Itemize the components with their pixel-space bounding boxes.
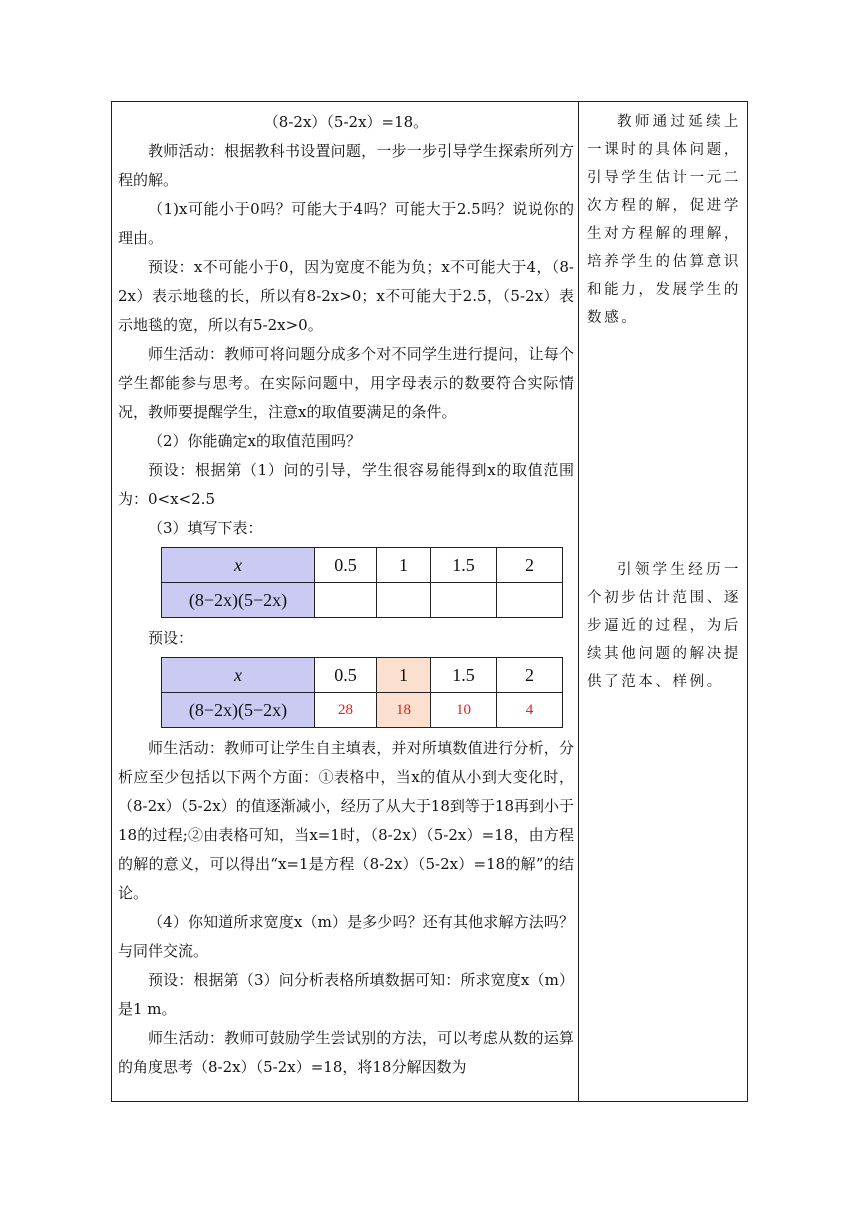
- activity-3: 师生活动：教师可鼓励学生尝试别的方法，可以考虑从数的运算的角度思考（8-2x）（5-2x）=18，将18分解因数为: [118, 1029, 574, 1076]
- table-cell-value-highlighted: 18: [377, 693, 431, 728]
- activity-1: 师生活动：教师可将问题分成多个对不同学生进行提问，让每个学生都能参与思考。在实际问题中，用字母表示的数要符合实际情况，教师要提醒学生，注意x的取值要满足的条件。: [118, 345, 574, 421]
- table-row: [162, 693, 563, 728]
- side-note-1: 教师通过延续上一课时的具体问题，引导学生估计一元二次方程的解，促进学生对方程解的理解，培养学生的估算意识和能力，发展学生的数感。: [587, 114, 741, 326]
- equation-line: （8-2x）（5-2x）=18。: [263, 113, 429, 131]
- table-cell-value: 4: [497, 693, 563, 728]
- table-cell-value: 28: [315, 693, 377, 728]
- table-head-expression: (8−2x)(5−2x): [162, 693, 315, 728]
- table-cell-x: 1.5: [431, 658, 497, 693]
- table-row: [162, 658, 563, 693]
- table-cell-x: 0.5: [315, 658, 377, 693]
- table-row: [162, 548, 563, 583]
- blank-value-table: [161, 547, 563, 618]
- teacher-activity-paragraph: 教师活动：根据教科书设置问题，一步一步引导学生探索所列方程的解。: [118, 142, 574, 189]
- table-row: [162, 583, 563, 618]
- side-column: [587, 108, 741, 696]
- table-cell-x: 1: [377, 548, 431, 583]
- table-cell-x: 1.5: [431, 548, 497, 583]
- question-4: （4）你知道所求宽度x（m）是多少吗？还有其他求解方法吗？与同伴交流。: [118, 913, 574, 960]
- question-2: （2）你能确定x的取值范围吗？: [148, 432, 362, 450]
- table-cell-x: 0.5: [315, 548, 377, 583]
- preset-4: 预设：根据第（3）问分析表格所填数据可知：所求宽度x（m）是1 m。: [118, 971, 574, 1018]
- table-cell-empty: [431, 583, 497, 618]
- column-divider: [578, 101, 579, 1102]
- activity-2: 师生活动：教师可让学生自主填表，并对所填数值进行分析，分析应至少包括以下两个方面：①表格中，当x的值从小到大变化时，（8-2x）（5-2x）的值逐渐减小，经历了从大于18到等于18再到小于18的过程;②由表格可知，当x=1时，（8-2x）（5-2x）=18，由方程的解的意义，可以得出“x=1是方程（8-2x）（5-2x）=18的解”的结论。: [118, 739, 574, 902]
- question-3: （3）填写下表：: [148, 519, 263, 537]
- side-note-2: 引领学生经历一个初步估计范围、逐步逼近的过程，为后续其他问题的解决提供了范本、样例。: [587, 562, 741, 690]
- question-1: （1)x可能小于0吗？可能大于4吗？可能大于2.5吗？说说你的理由。: [118, 200, 574, 247]
- table-cell-empty: [497, 583, 563, 618]
- table-cell-x: 2: [497, 548, 563, 583]
- preset-1: 预设：x不可能小于0，因为宽度不能为负；x不可能大于4，（8-2x）表示地毯的长，所以有8-2x>0；x不可能大于2.5，（5-2x）表示地毯的宽，所以有5-2x>0。: [118, 258, 574, 334]
- preset-label: 预设：: [148, 629, 194, 647]
- table-head-expression: (8−2x)(5−2x): [162, 583, 315, 618]
- table-cell-value: 10: [431, 693, 497, 728]
- table-cell-empty: [315, 583, 377, 618]
- table-cell-empty: [377, 583, 431, 618]
- main-column: [118, 108, 574, 1082]
- preset-2: 预设：根据第（1）问的引导，学生很容易能得到x的取值范围为：0<x<2.5: [118, 461, 574, 508]
- table-head-x: x: [162, 658, 315, 693]
- table-cell-x: 2: [497, 658, 563, 693]
- table-head-x: x: [162, 548, 315, 583]
- table-cell-x-highlighted: 1: [377, 658, 431, 693]
- filled-value-table: [161, 657, 563, 728]
